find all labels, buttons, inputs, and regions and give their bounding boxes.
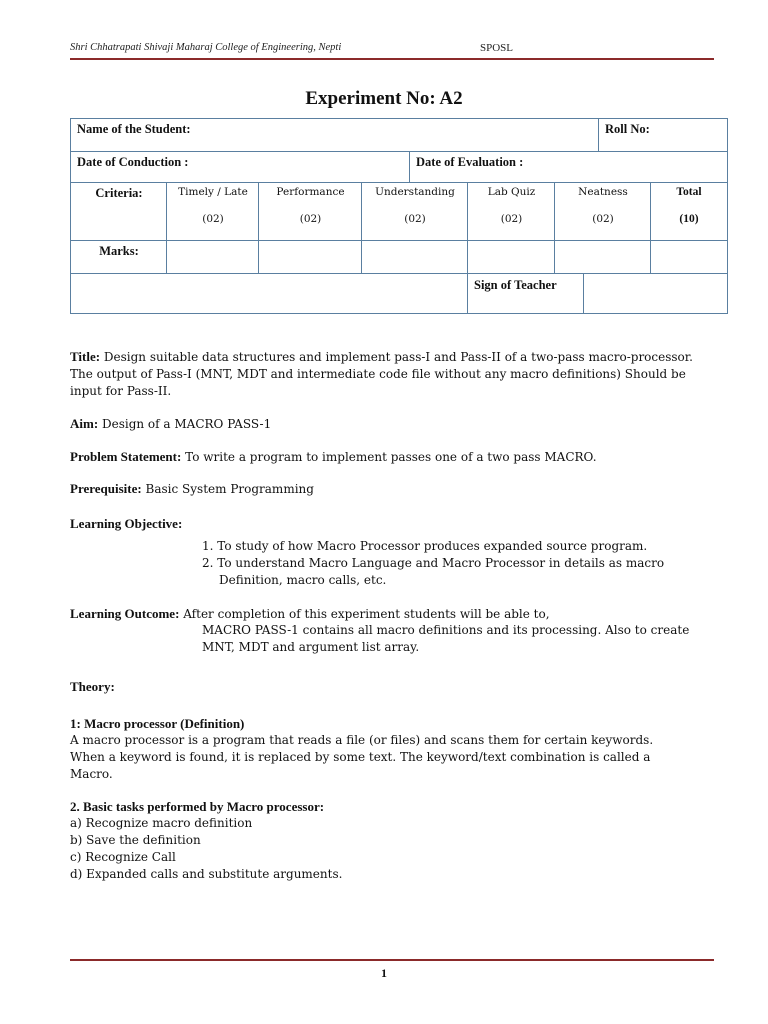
criteria-name: Timely / Late [178,186,248,198]
prereq-paragraph [70,480,715,498]
marks-label: Marks: [99,244,139,258]
criteria-max: (02) [299,213,322,225]
task-item: c) Recognize Call [70,850,176,864]
problem-text: To write a program to implement passes one of a two pass MACRO. [181,450,597,464]
header-rule [70,58,714,60]
name-cell [71,119,599,152]
criteria-cell-performance [259,183,362,241]
marks-cell-understanding[interactable] [362,241,468,274]
header-college: Shri Chhatrapati Shivaji Maharaj College of Engineering, Nepti [70,42,342,53]
criteria-name: Performance [276,186,345,198]
sign-cell[interactable] [584,274,727,313]
task-item: d) Expanded calls and substitute arguments. [70,867,343,881]
section1-text: A macro processor is a program that reads a file (or files) and scans them for certain keywords. When a keyword is found, it is replaced by some text. The keyword/text combination is called a Macro. [70,733,654,781]
roll-label: Roll No: [605,122,650,136]
prereq-text: Basic System Programming [141,482,314,496]
total-max: (10) [679,213,699,225]
aim-label: Aim: [70,416,99,431]
criteria-label: Criteria: [95,186,143,200]
title-paragraph [70,348,715,400]
sign-label: Sign of Teacher [474,278,557,292]
task-item: b) Save the definition [70,833,201,847]
roll-cell [599,119,727,152]
criteria-cell-timely [167,183,259,241]
total-label: Total [676,186,702,198]
criteria-max: (02) [202,213,224,225]
criteria-label-cell [71,183,167,241]
marks-label-cell [71,241,167,274]
criteria-name: Lab Quiz [487,186,536,198]
aim-text: Design of a MACRO PASS-1 [98,417,272,431]
criteria-cell-neatness [555,183,651,241]
sign-label-cell [468,274,584,313]
conduction-label: Date of Conduction : [77,155,189,169]
section1-title: 1: Macro processor (Definition) [70,716,245,731]
criteria-cell-lab-quiz [468,183,555,241]
criteria-max: (02) [592,213,614,225]
outcome-line3: MNT, MDT and argument list array. [202,640,420,654]
aim-paragraph [70,415,715,433]
problem-label: Problem Statement: [70,449,182,464]
evaluation-cell [410,152,727,183]
outcome-paragraph [70,605,715,623]
page-title: Experiment No: A2 [305,88,463,109]
criteria-name: Understanding [375,186,455,198]
marks-cell-total[interactable] [651,241,727,274]
marks-cell-neatness[interactable] [555,241,651,274]
marks-cell-performance[interactable] [259,241,362,274]
blank-cell [71,274,468,313]
objective-item: 2. To understand Macro Language and Macro Processor in details as macro [202,556,665,570]
criteria-cell-understanding [362,183,468,241]
marks-cell-timely[interactable] [167,241,259,274]
objective-heading [70,515,715,533]
criteria-name: Neatness [578,186,628,198]
section2-heading [70,798,715,816]
problem-paragraph [70,448,715,466]
section2-title: 2. Basic tasks performed by Macro processor: [70,799,325,814]
outcome-label: Learning Outcome: [70,606,180,621]
name-label: Name of the Student: [77,122,191,136]
evaluation-label: Date of Evaluation : [416,155,524,169]
outcome-line1: After completion of this experiment students will be able to, [179,607,550,621]
section1-heading [70,715,715,733]
objective-label: Learning Objective: [70,516,183,531]
outcome-line2: MACRO PASS-1 contains all macro definitions and its processing. Also to create [202,623,690,637]
criteria-cell-total [651,183,727,241]
title-text: Design suitable data structures and implement pass-I and Pass-II of a two-pass macro-processor. The output of Pass-I (MNT, MDT and intermediate code file without any macro definitions) Should be input for Pass-II. [70,350,693,398]
objective-item: 1. To study of how Macro Processor produces expanded source program. [202,539,648,553]
conduction-cell [71,152,410,183]
evaluation-table [70,118,728,314]
criteria-max: (02) [404,213,426,225]
title-label: Title: [70,349,101,364]
page-number: 1 [381,966,387,980]
criteria-max: (02) [500,213,523,225]
theory-heading [70,678,715,696]
task-item: a) Recognize macro definition [70,816,253,830]
theory-label: Theory: [70,679,115,694]
prereq-label: Prerequisite: [70,481,142,496]
header-subject: SPOSL [480,42,514,54]
marks-cell-lab-quiz[interactable] [468,241,555,274]
objective-item: Definition, macro calls, etc. [219,573,387,587]
footer-rule [70,959,714,961]
